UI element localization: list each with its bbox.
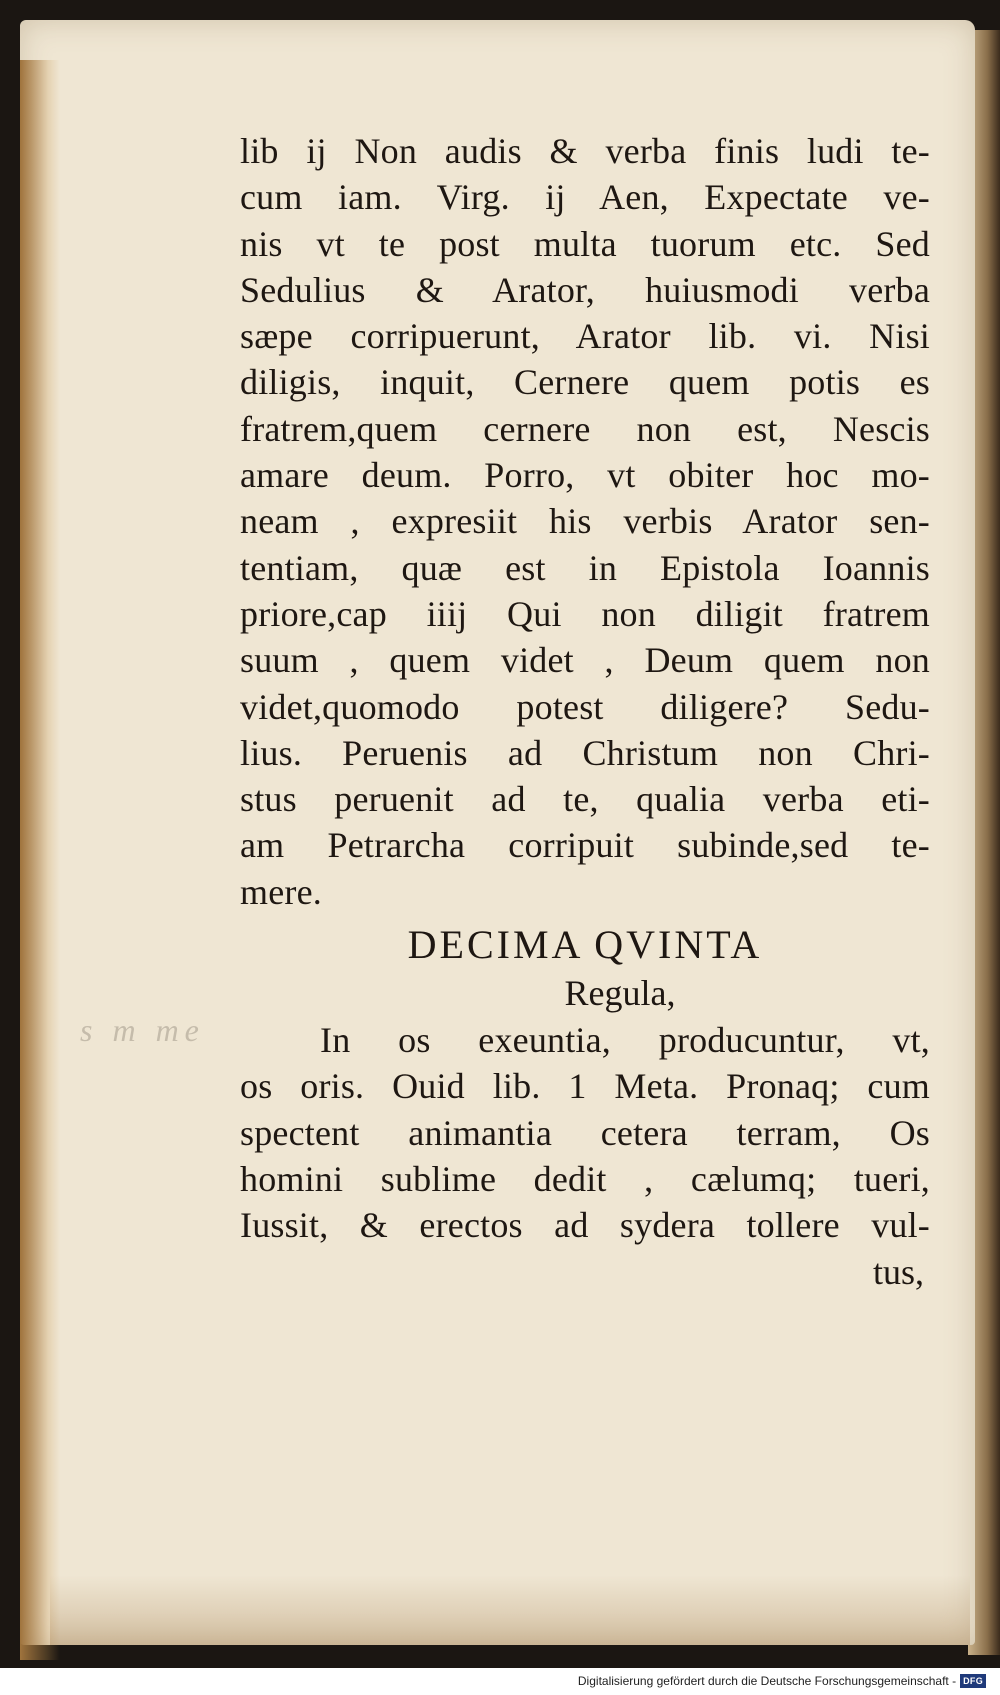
catchword: tus, [872, 1251, 924, 1292]
dfg-logo[interactable]: DFG [960, 1674, 986, 1688]
text-line: nis vt te post multa tuorum etc. Sed [240, 223, 930, 264]
rule-line: Iussit, & erectos ad sydera tollere vul- [240, 1205, 930, 1246]
text-line: fratrem,quem cernere non est, Nescis [240, 408, 930, 449]
text-line: priore,cap iiij Qui non diligit fratrem [240, 593, 930, 634]
rule-line: spectent animantia cetera terram, Os [240, 1112, 930, 1153]
section-subheading: Regula, [564, 973, 676, 1014]
page-wear [50, 1575, 970, 1645]
spine-shadow [20, 60, 60, 1660]
rule-line: homini sublime dedit , cælumq; tueri, [240, 1158, 930, 1199]
text-line: suum , quem videt , Deum quem non [240, 640, 930, 681]
margin-annotation: s m me [80, 1012, 205, 1048]
text-line: cum iam. Virg. ij Aen, Expectate ve- [240, 177, 930, 218]
text-line: lius. Peruenis ad Christum non Chri- [240, 732, 930, 773]
text-line: neam , expresiit his verbis Arator sen- [240, 501, 930, 542]
text-line: Sedulius & Arator, huiusmodi verba [240, 269, 930, 310]
text-line: sæpe corripuerunt, Arator lib. vi. Nisi [240, 316, 930, 357]
text-line: tentiam, quæ est in Epistola Ioannis [240, 547, 930, 588]
text-block [240, 128, 930, 1295]
text-line: videt,quomodo potest diligere? Sedu- [240, 686, 930, 727]
digitization-footer [578, 1672, 986, 1690]
text-line: mere. [240, 871, 322, 912]
section-heading: DECIMA QVINTA [407, 922, 763, 968]
rule-line: os oris. Ouid lib. 1 Meta. Pronaq; cum [240, 1066, 930, 1107]
text-line: amare deum. Porro, vt obiter hoc mo- [240, 455, 930, 496]
text-line: am Petrarcha corripuit subinde,sed te- [240, 825, 930, 866]
rule-line: In os exeuntia, producuntur, vt, [320, 1020, 930, 1061]
text-line: diligis, inquit, Cernere quem potis es [240, 362, 930, 403]
funding-credit: Digitalisierung gefördert durch die Deutsche Forschungsgemeinschaft - [577, 1674, 957, 1688]
text-line: stus peruenit ad te, qualia verba eti- [240, 779, 930, 820]
text-line: lib ij Non audis & verba finis ludi te- [240, 131, 930, 171]
